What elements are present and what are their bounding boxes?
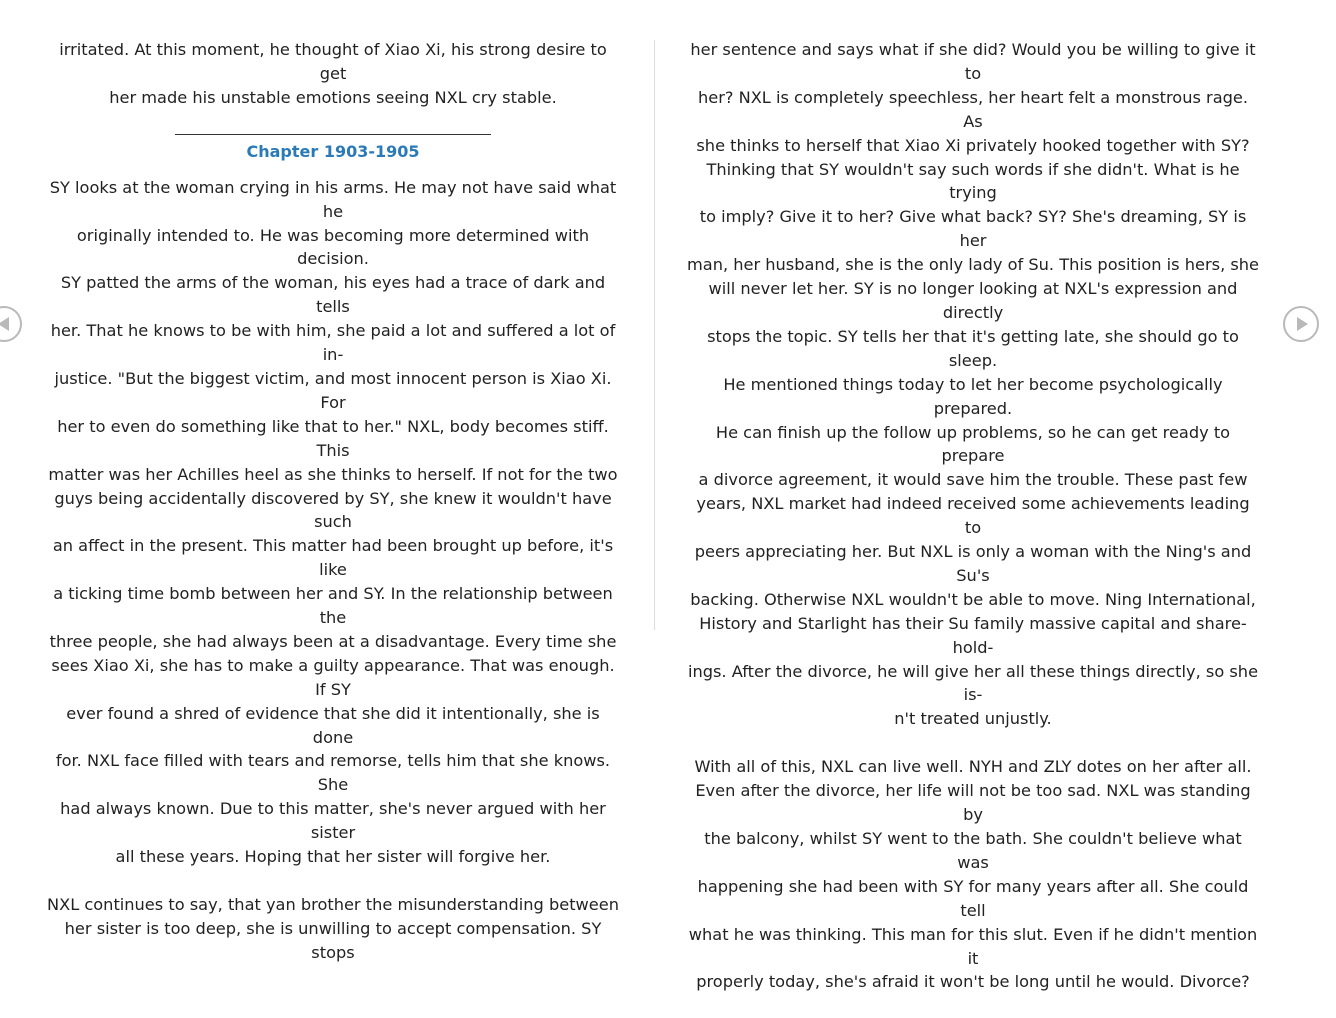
chevron-right-icon [1285, 308, 1317, 340]
chapter-title: Chapter 1903-1905 [246, 141, 420, 161]
chevron-left-icon [0, 308, 20, 340]
right-page-paragraph-2: With all of this, NXL can live well. NYH and ZLY dotes on her after all. Even after the divorce, her life will not be too sad. NXL was standing by the balcony, whilst SY went to the bath. She couldn't believe what was happening she had been with SY for many years after all. She could tell what he was thinking. This man for this slut. Even if he didn't mention it properly today, she's afraid it won't be long until he would. Divorce? [688, 757, 1258, 992]
right-page-paragraph-1: her sentence and says what if she did? Would you be willing to give it to her? NXL is completely speechless, her heart felt a monstrous rage. As she thinks to herself that Xiao Xi privately hooked together with SY? Thinking that SY wouldn't say such words if she didn't. What is he trying to imply? Give it to her? Give what back? SY? She's dreaming, SY is her man, her husband, she is the only lady of Su. This position is hers, she will never let her. SY is no longer looking at NXL's expression and directly stops the topic. SY tells her that it's getting late, she should go to sleep. He mentioned things today to let her become psychologically prepared. He can finish up the follow up problems, so he can get ready to prepare a divorce agreement, it would save him the trouble. These past few years, NXL market had indeed received some achievements leading to peers appreciating her. But NXL is only a woman with the Ning's and Su's backing. Otherwise NXL wouldn't be able to move. Ning International, History and Starlight has their Su family massive capital and share-hold- ings. After the divorce, he will give her all these things directly, so she is- n't treated unjustly. [687, 40, 1260, 729]
right-page [687, 38, 1259, 1018]
previous-page-button[interactable] [0, 306, 22, 342]
page-divider [654, 40, 655, 630]
next-page-button[interactable] [1283, 306, 1319, 342]
left-page [47, 38, 619, 989]
left-page-paragraph-2: NXL continues to say, that yan brother the misunderstanding between her sister is too deep, she is unwilling to accept compensation. SY stops [47, 895, 619, 962]
left-page-intro-paragraph: irritated. At this moment, he thought of Xiao Xi, his strong desire to get her made his unstable emotions seeing NXL cry stable. [59, 40, 607, 107]
left-page-paragraph-1: SY looks at the woman crying in his arms. He may not have said what he originally intended to. He was becoming more determined with decision. SY patted the arms of the woman, his eyes had a trace of dark and tells her. That he knows to be with him, she paid a lot and suffered a lot of in- justice. "But the biggest victim, and most innocent person is Xiao Xi. For her to even do something like that to her." NXL, body becomes stiff. This matter was her Achilles heel as she thinks to herself. If not for the two guys being accidentally discovered by SY, she knew it wouldn't have such an affect in the present. This matter had been brought up before, it's like a ticking time bomb between her and SY. In the relationship between the three people, she had always been at a disadvantage. Every time she sees Xiao Xi, she has to make a guilty appearance. That was enough. If SY ever found a shred of evidence that she did it intentionally, she is done for. NXL face filled with tears and remorse, tells him that she knows. She had always known. Due to this matter, she's never argued with her sister all these years. Hoping that her sister will forgive her. [48, 177, 618, 867]
chapter-divider-line [175, 134, 491, 135]
chapter-header [47, 134, 619, 164]
